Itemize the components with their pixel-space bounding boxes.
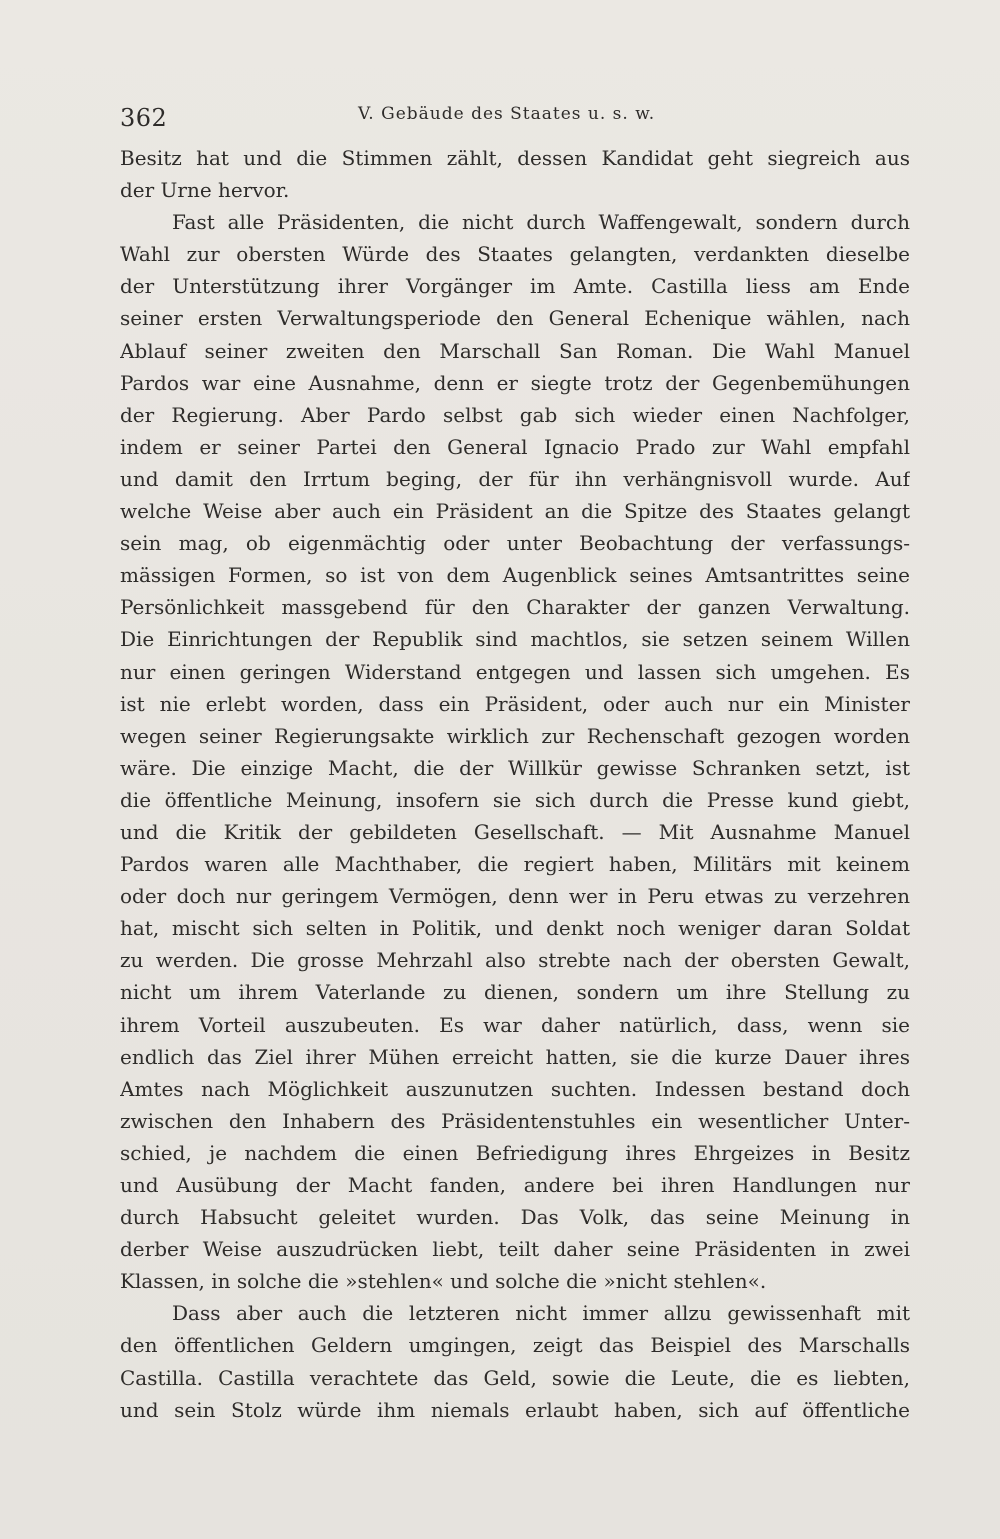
running-head: V. Gebäude des Staates u. s. w. — [358, 104, 656, 124]
text-line: Die Einrichtungen der Republik sind machtlos, sie setzen seinem Willen — [120, 627, 910, 652]
text-line: indem er seiner Partei den General Ignacio Prado zur Wahl empfahl — [120, 434, 910, 459]
text-line: Persönlichkeit massgebend für den Charakter der ganzen Verwaltung. — [120, 595, 910, 620]
text-line: Wahl zur obersten Würde des Staates gelangten, verdankten dieselbe — [120, 242, 910, 267]
body-text — [120, 142, 910, 1426]
text-line: zwischen den Inhabern des Präsidentenstuhles ein wesentlicher Unter- — [120, 1108, 910, 1133]
text-line: der Regierung. Aber Pardo selbst gab sich wieder einen Nachfolger, — [120, 402, 910, 427]
text-line: Pardos war eine Ausnahme, denn er siegte trotz der Gegenbemühungen — [120, 370, 910, 395]
text-line: der Urne hervor. — [120, 178, 290, 203]
text-line: Pardos waren alle Machthaber, die regiert haben, Militärs mit keinem — [120, 852, 910, 877]
text-line: nicht um ihrem Vaterlande zu dienen, sondern um ihre Stellung zu — [120, 980, 910, 1005]
text-line: welche Weise aber auch ein Präsident an die Spitze des Staates gelangt — [120, 499, 910, 524]
text-line: hat, mischt sich selten in Politik, und denkt noch weniger daran Soldat — [120, 916, 910, 941]
text-line: zu werden. Die grosse Mehrzahl also strebte nach der obersten Gewalt, — [120, 948, 910, 973]
text-line: und Ausübung der Macht fanden, andere bei ihren Handlungen nur — [120, 1173, 910, 1197]
text-line: wäre. Die einzige Macht, die der Willkür gewisse Schranken setzt, ist — [120, 755, 910, 780]
text-line: durch Habsucht geleitet wurden. Das Volk, das seine Meinung in — [120, 1205, 910, 1230]
text-line: endlich das Ziel ihrer Mühen erreicht hatten, sie die kurze Dauer ihres — [120, 1044, 910, 1069]
text-line: und sein Stolz würde ihm niemals erlaubt haben, sich auf öffentliche — [120, 1397, 910, 1422]
text-line: schied, je nachdem die einen Befriedigung ihres Ehrgeizes in Besitz — [120, 1140, 910, 1165]
text-line: Amtes nach Möglichkeit auszunutzen suchten. Indessen bestand doch — [120, 1076, 910, 1101]
text-line: sein mag, ob eigenmächtig oder unter Beobachtung der verfassungs- — [120, 531, 910, 556]
text-line: und die Kritik der gebildeten Gesellschaft. — Mit Ausnahme Manuel — [120, 819, 910, 844]
text-line: die öffentliche Meinung, insofern sie sich durch die Presse kund giebt, — [120, 787, 910, 812]
text-line: Klassen, in solche die »stehlen« und solche die »nicht stehlen«. — [120, 1269, 767, 1294]
text-line: den öffentlichen Geldern umgingen, zeigt das Beispiel des Marschalls — [120, 1333, 910, 1358]
text-line: mässigen Formen, so ist von dem Augenblick seines Amtsantrittes seine — [120, 563, 910, 588]
text-line: ist nie erlebt worden, dass ein Präsident, oder auch nur ein Minister — [120, 691, 910, 716]
text-line: Ablauf seiner zweiten den Marschall San Roman. Die Wahl Manuel — [120, 338, 910, 363]
text-line: Castilla. Castilla verachtete das Geld, sowie die Leute, die es liebten, — [120, 1365, 910, 1390]
page-number: 362 — [120, 104, 168, 132]
text-line: derber Weise auszudrücken liebt, teilt daher seine Präsidenten in zwei — [120, 1237, 910, 1262]
text-line: nur einen geringen Widerstand entgegen und lassen sich umgehen. Es — [120, 659, 910, 684]
text-line: oder doch nur geringem Vermögen, denn wer in Peru etwas zu verzehren — [120, 884, 910, 909]
text-line: der Unterstützung ihrer Vorgänger im Amte. Castilla liess am Ende — [120, 274, 910, 299]
text-line: ihrem Vorteil auszubeuten. Es war daher natürlich, dass, wenn sie — [120, 1012, 910, 1037]
text-line: wegen seiner Regierungsakte wirklich zur Rechenschaft gezogen worden — [120, 723, 910, 748]
text-line: Besitz hat und die Stimmen zählt, dessen Kandidat geht siegreich aus — [120, 146, 910, 170]
text-line: und damit den Irrtum beging, der für ihn verhängnisvoll wurde. Auf — [120, 466, 910, 491]
text-line: Fast alle Präsidenten, die nicht durch Waffengewalt, sondern durch — [172, 210, 910, 235]
text-line: seiner ersten Verwaltungsperiode den General Echenique wählen, nach — [120, 306, 910, 331]
page-header — [120, 100, 910, 140]
text-line: Dass aber auch die letzteren nicht immer allzu gewissenhaft mit — [172, 1301, 910, 1326]
